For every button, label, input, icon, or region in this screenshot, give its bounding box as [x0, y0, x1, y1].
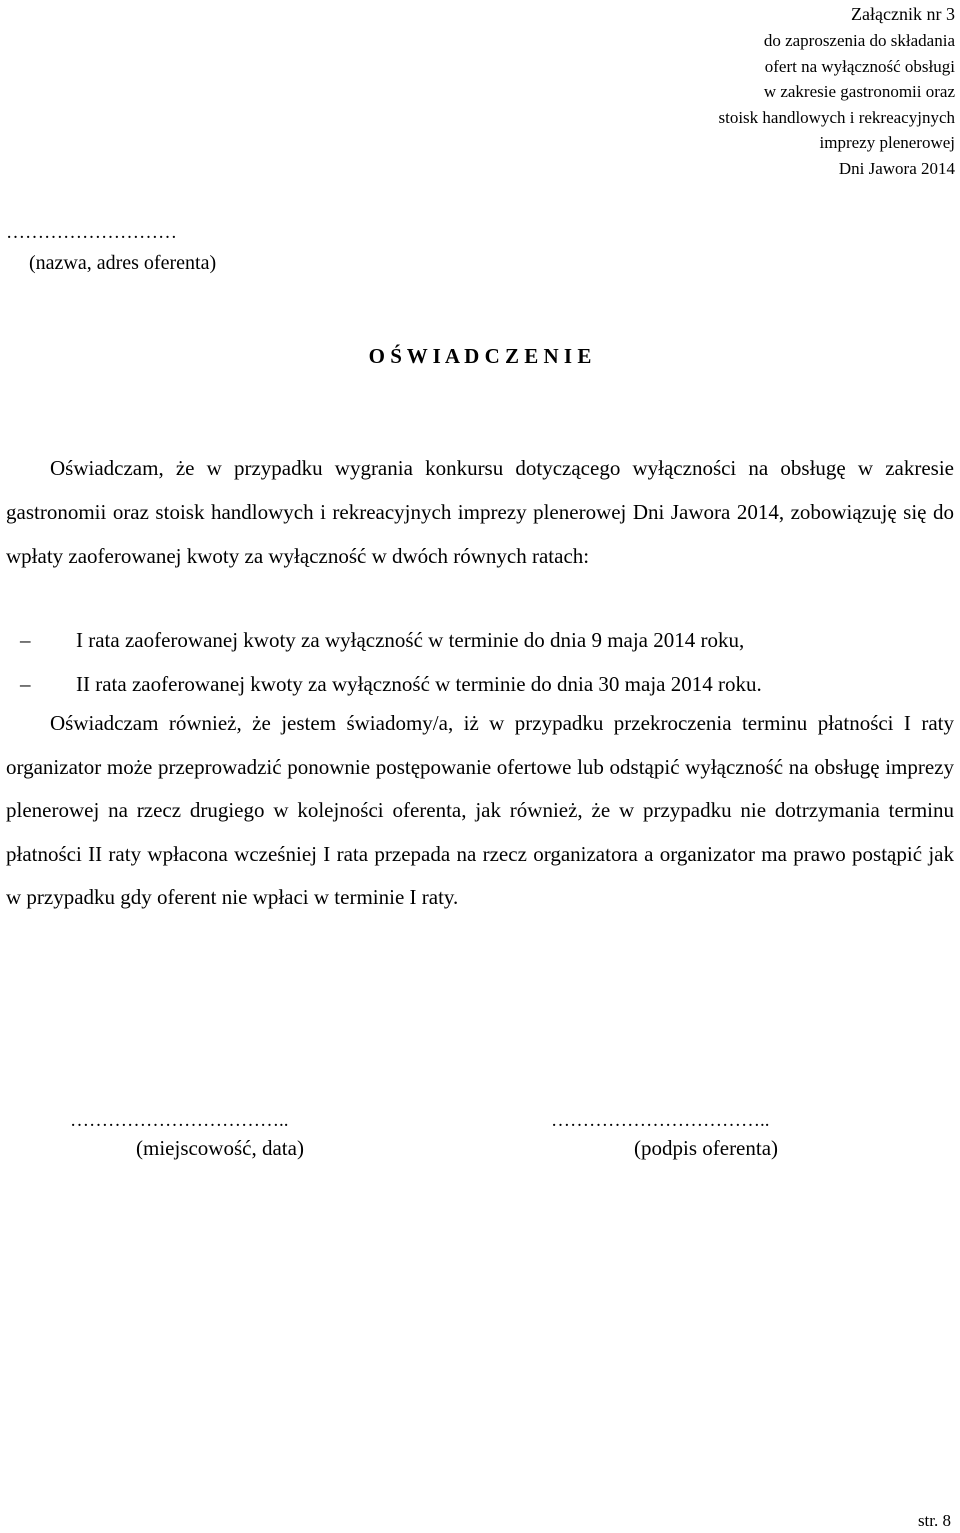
declaration-paragraph-1-text: Oświadczam, że w przypadku wygrania konkursu dotyczącego wyłączności na obsługę w zakresie gastronomii oraz stoisk handlowych i rekreacyjnych imprezy plenerowej Dni Jawora 2014, zobowiązuję się do wpłaty zaoferowanej kwoty za wyłączność w dwóch równych ratach:: [6, 456, 954, 568]
page-number: str. 8: [917, 1511, 951, 1530]
list-item: [6, 662, 954, 706]
offerer-dots-field: ………………………: [6, 222, 177, 243]
attachment-line: Załącznik nr 3: [851, 4, 955, 24]
offerer-label: (nazwa, adres oferenta): [29, 252, 217, 274]
declaration-paragraph-2-text: Oświadczam również, że jestem świadomy/a, iż w przypadku przekroczenia terminu płatności I raty organizator może przeprowadzić ponownie postępowanie ofertowe lub odstąpić wyłączność na obsługę imprezy plenerowej na rzecz drugiego w kolejności oferenta, jak również, że w przypadku nie dotrzymania terminu płatności II raty wpłacona wcześniej I rata przepada na rzecz organizatora a organizator ma prawo postąpić jak w przypadku gdy oferent nie wpłaci w terminie I raty.: [6, 711, 954, 910]
declaration-paragraph-1: [6, 446, 954, 578]
signature-label: (podpis oferenta): [634, 1136, 779, 1160]
dash-bullet: –: [20, 672, 31, 696]
dash-bullet: –: [20, 628, 31, 652]
attachment-line: ofert na wyłączność obsługi: [764, 56, 955, 76]
installments-list: [6, 618, 954, 706]
installment-text: I rata zaoferowanej kwoty za wyłączność w terminie do dnia 9 maja 2014 roku,: [76, 628, 745, 652]
attachment-line: w zakresie gastronomii oraz: [763, 82, 955, 101]
document-title: O Ś W I A D C Z E N I E: [368, 344, 592, 368]
signature-dots: ……………………………..: [551, 1110, 770, 1131]
installment-text: II rata zaoferowanej kwoty za wyłączność w terminie do dnia 30 maja 2014 roku.: [76, 672, 762, 696]
attachment-line: do zaproszenia do składania: [763, 31, 955, 50]
declaration-paragraph-2: [6, 702, 954, 920]
attachment-line: Dni Jawora 2014: [838, 158, 955, 178]
place-date-dots: ……………………………..: [70, 1110, 289, 1131]
list-item: [6, 618, 954, 662]
place-date-label: (miejscowość, data): [136, 1136, 304, 1160]
attachment-line: imprezy plenerowej: [819, 133, 955, 152]
attachment-line: stoisk handlowych i rekreacyjnych: [718, 107, 955, 127]
attachment-header: [718, 0, 955, 181]
